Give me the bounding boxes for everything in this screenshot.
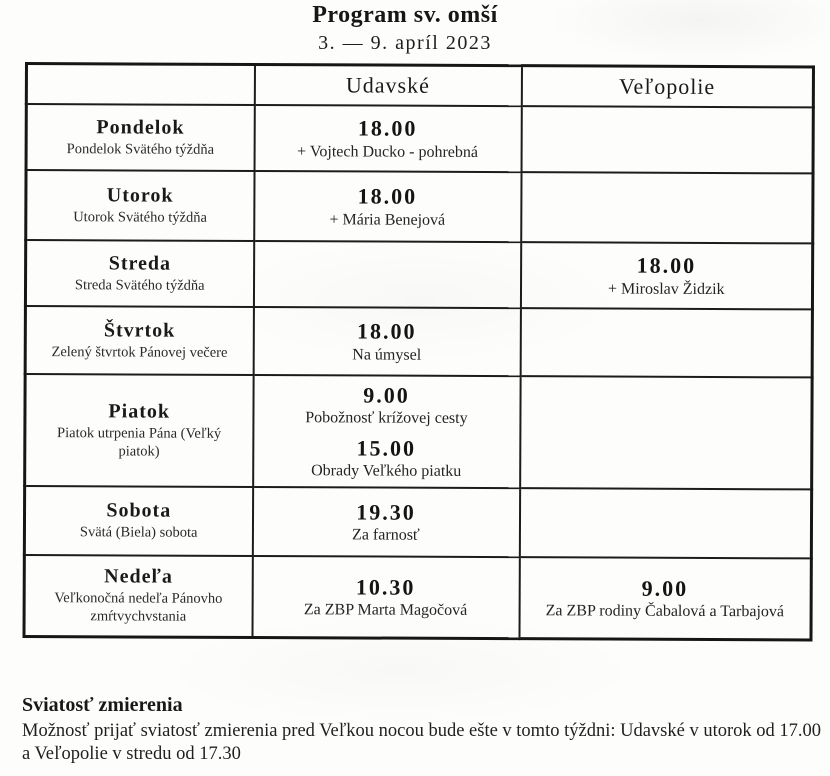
mass-intention: + Miroslav Židzik xyxy=(607,280,725,298)
day-name: Nedeľa xyxy=(104,565,173,588)
mass-entry xyxy=(257,499,514,546)
confession-heading: Sviatosť zmierenia xyxy=(22,694,183,716)
day-name: Utorok xyxy=(106,184,174,207)
mass-intention: Pobožnosť krížovej cesty xyxy=(305,409,468,428)
day-cell xyxy=(25,240,253,307)
day-cell xyxy=(26,170,254,241)
table-row-tuesday xyxy=(26,170,813,243)
velopolie-cell xyxy=(521,106,813,173)
day-note: Piatok utrpenia Pána (Veľký piatok) xyxy=(57,425,222,460)
mass-entry xyxy=(525,252,807,299)
table-row-saturday xyxy=(24,486,811,558)
mass-intention: Za ZBP rodiny Čabalová a Tarbajová xyxy=(545,602,785,621)
column-header-velopolie: Veľopolie xyxy=(521,66,813,108)
confession-text: Možnosť prijať sviatosť zmierenia pred Veľkou nocou bude ešte v tomto týždni: Udavské v utorok od 17.00 a Veľopolie v stredu od 17.30 xyxy=(22,721,822,765)
day-note: Pondelok Svätého týždňa xyxy=(66,141,215,158)
mass-time: 18.00 xyxy=(357,318,417,344)
udavske-cell xyxy=(253,375,520,488)
day-note: Utorok Svätého týždňa xyxy=(73,209,207,226)
velopolie-cell xyxy=(520,376,812,489)
mass-time: 10.30 xyxy=(355,573,416,600)
header-row xyxy=(26,64,813,108)
date-range: 3. — 9. apríl 2023 xyxy=(318,32,492,54)
day-name: Streda xyxy=(108,252,172,275)
mass-intention: Za farnosť xyxy=(352,526,420,544)
mass-entry xyxy=(259,115,516,162)
mass-intention: + Vojtech Ducko - pohrebná xyxy=(297,142,479,161)
day-name: Pondelok xyxy=(96,116,185,139)
day-note: Svätá (Biela) sobota xyxy=(79,524,198,542)
udavske-cell xyxy=(252,487,519,557)
mass-time: 19.30 xyxy=(356,499,416,525)
day-name: Štvrtok xyxy=(103,319,176,342)
table-row-monday xyxy=(26,104,813,173)
mass-entry xyxy=(258,382,515,429)
mass-time: 18.00 xyxy=(357,183,418,209)
day-cell xyxy=(24,486,252,556)
mass-entry xyxy=(524,575,806,622)
velopolie-cell xyxy=(520,242,812,309)
mass-time: 9.00 xyxy=(641,575,689,601)
udavske-cell xyxy=(253,307,520,376)
udavske-cell xyxy=(253,241,520,308)
day-cell xyxy=(24,555,252,637)
day-note: Zelený štvrtok Pánovej večere xyxy=(51,344,228,361)
table-row-sunday xyxy=(24,555,811,639)
day-cell xyxy=(25,374,253,487)
mass-entry xyxy=(258,318,515,365)
velopolie-cell xyxy=(520,308,812,377)
day-note: Veľkonočná nedeľa Pánovho zmŕtvychvstania xyxy=(54,590,223,625)
mass-intention: Obrady Veľkého piatku xyxy=(311,462,462,480)
mass-time: 15.00 xyxy=(356,434,417,461)
mass-entry xyxy=(259,183,516,230)
day-cell xyxy=(26,104,254,171)
title-block xyxy=(125,0,685,55)
table-row-friday xyxy=(25,374,812,489)
velopolie-cell xyxy=(519,557,811,639)
day-name: Sobota xyxy=(106,499,172,523)
day-name: Piatok xyxy=(108,400,171,423)
udavske-cell xyxy=(254,105,521,172)
page-title: Program sv. omší xyxy=(312,2,498,28)
mass-entry xyxy=(258,435,515,482)
mass-entry xyxy=(257,574,514,621)
corner-cell xyxy=(26,64,254,105)
mass-schedule xyxy=(22,62,815,641)
table-row-thursday xyxy=(25,306,812,377)
velopolie-cell xyxy=(521,172,813,243)
table-row-wednesday xyxy=(25,240,812,309)
column-header-udavske: Udavské xyxy=(254,65,521,107)
udavske-cell xyxy=(254,171,521,242)
mass-schedule-table xyxy=(22,62,815,641)
mass-intention: Za ZBP Marta Magočová xyxy=(303,601,468,619)
velopolie-cell xyxy=(519,488,811,558)
mass-intention: Na úmysel xyxy=(352,345,422,364)
confession-notice xyxy=(22,694,822,767)
udavske-cell xyxy=(252,556,519,638)
mass-time: 18.00 xyxy=(357,115,418,141)
mass-time: 9.00 xyxy=(363,382,410,408)
day-cell xyxy=(25,306,253,375)
day-note: Streda Svätého týždňa xyxy=(74,277,205,294)
mass-intention: + Mária Benejová xyxy=(329,210,446,229)
mass-time: 18.00 xyxy=(636,252,697,279)
